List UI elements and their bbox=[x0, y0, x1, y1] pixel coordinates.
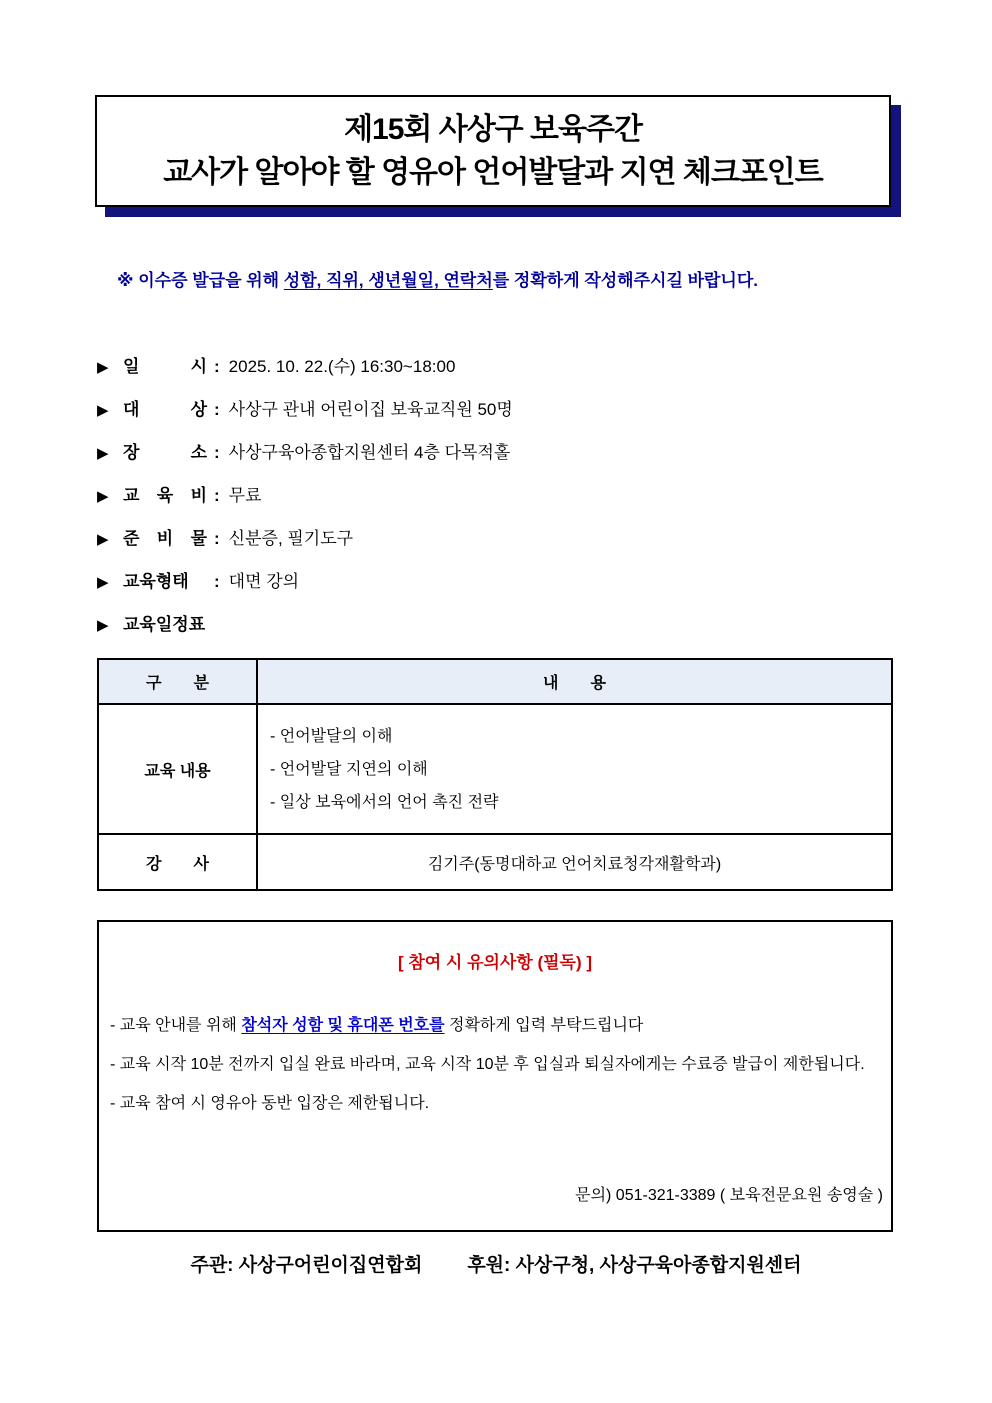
info-label: 일 시 bbox=[123, 357, 207, 376]
cell-lecturer-value: 김기주(동명대하교 언어치료청각재활학과) bbox=[257, 834, 892, 890]
table-header-row bbox=[98, 659, 892, 704]
info-item-target bbox=[97, 388, 897, 431]
title-line-2: 교사가 알아야 할 영유아 언어발달과 지연 체크포인트 bbox=[163, 156, 823, 189]
caution-item bbox=[110, 1006, 879, 1045]
info-colon: : bbox=[214, 443, 220, 462]
footer bbox=[0, 1250, 992, 1277]
schedule-table bbox=[97, 658, 893, 891]
bullet-triangle-icon: ▶ bbox=[97, 402, 109, 419]
info-label: 교 육 비 bbox=[123, 486, 207, 505]
caution-item bbox=[110, 1045, 879, 1084]
caution-heading: [ 참여 시 유의사항 (필독) ] bbox=[397, 953, 593, 972]
info-item-schedule-header bbox=[97, 603, 897, 646]
bullet-triangle-icon: ▶ bbox=[97, 531, 109, 548]
footer-sponsor: 후원: 사상구청, 사상구육아종합지원센터 bbox=[467, 1255, 802, 1276]
notice-suffix: 를 정확하게 작성해주시길 바랍니다. bbox=[492, 271, 759, 290]
caution-text: 정확하게 입력 부탁드립니다 bbox=[444, 1017, 644, 1034]
cell-lecturer-label: 강 사 bbox=[98, 834, 257, 890]
info-label: 준 비 물 bbox=[123, 529, 207, 548]
info-colon: : bbox=[214, 486, 220, 505]
info-colon: : bbox=[214, 572, 220, 591]
info-value: 신분증, 필기도구 bbox=[228, 529, 354, 548]
title-line-1: 제15회 사상구 보육주간 bbox=[344, 113, 642, 146]
info-value: 2025. 10. 22.(수) 16:30~18:00 bbox=[228, 357, 456, 376]
cell-education-content bbox=[257, 704, 892, 834]
info-item-date bbox=[97, 345, 897, 388]
info-value: 사상구육아종합지원센터 4층 다목적홀 bbox=[228, 443, 511, 462]
info-item-format bbox=[97, 560, 897, 603]
caution-item bbox=[110, 1084, 879, 1123]
info-value: 무료 bbox=[228, 486, 262, 505]
table-row bbox=[98, 704, 892, 834]
caution-text: - 교육 참여 시 영유아 동반 입장은 제한됩니다. bbox=[110, 1095, 430, 1112]
info-item-place bbox=[97, 431, 897, 474]
bullet-triangle-icon: ▶ bbox=[97, 445, 109, 462]
header-category: 구 분 bbox=[98, 659, 257, 704]
certificate-notice bbox=[117, 266, 907, 291]
info-label: 교육형태 bbox=[123, 572, 189, 591]
info-item-fee bbox=[97, 474, 897, 517]
table-row bbox=[98, 834, 892, 890]
notice-prefix: ※ 이수증 발급을 위해 bbox=[117, 271, 284, 290]
info-colon: : bbox=[214, 357, 220, 376]
notice-underlined-fields: 성함, 직위, 생년월일, 연락처 bbox=[283, 271, 493, 290]
info-colon: : bbox=[214, 529, 220, 548]
bullet-triangle-icon: ▶ bbox=[97, 488, 109, 505]
info-label: 장 소 bbox=[123, 443, 207, 462]
footer-organizer: 주관: 사상구어린이집연합회 bbox=[190, 1255, 423, 1276]
header-content: 내 용 bbox=[257, 659, 892, 704]
cell-education-content-label: 교육 내용 bbox=[98, 704, 257, 834]
content-line: - 언어발달 지연의 이해 bbox=[270, 760, 428, 778]
event-info-list bbox=[97, 345, 897, 646]
bullet-triangle-icon: ▶ bbox=[97, 617, 109, 634]
bullet-triangle-icon: ▶ bbox=[97, 359, 109, 376]
content-line: - 일상 보육에서의 언어 촉진 전략 bbox=[270, 793, 499, 811]
info-value: 사상구 관내 어린이집 보육교직원 50명 bbox=[228, 400, 513, 419]
caution-highlight: 참석자 성함 및 휴대폰 번호를 bbox=[241, 1017, 445, 1034]
caution-text: - 교육 안내를 위해 bbox=[110, 1017, 242, 1034]
caution-box bbox=[97, 920, 893, 1232]
info-label: 대 상 bbox=[123, 400, 207, 419]
caution-text: - 교육 시작 10분 전까지 입실 완료 바라며, 교육 시작 10분 후 입실과 퇴실자에게는 수료증 발급이 제한됩니다. bbox=[110, 1056, 865, 1073]
info-value: 대면 강의 bbox=[228, 572, 300, 591]
info-label: 교육일정표 bbox=[123, 615, 206, 634]
info-item-supplies bbox=[97, 517, 897, 560]
bullet-triangle-icon: ▶ bbox=[97, 574, 109, 591]
contact-info: 문의) 051-321-3389 ( 보육전문요원 송영술 ) bbox=[575, 1187, 883, 1204]
caution-items bbox=[110, 1006, 879, 1123]
title-box bbox=[95, 95, 891, 207]
info-colon: : bbox=[214, 400, 220, 419]
content-line: - 언어발달의 이해 bbox=[270, 727, 393, 745]
